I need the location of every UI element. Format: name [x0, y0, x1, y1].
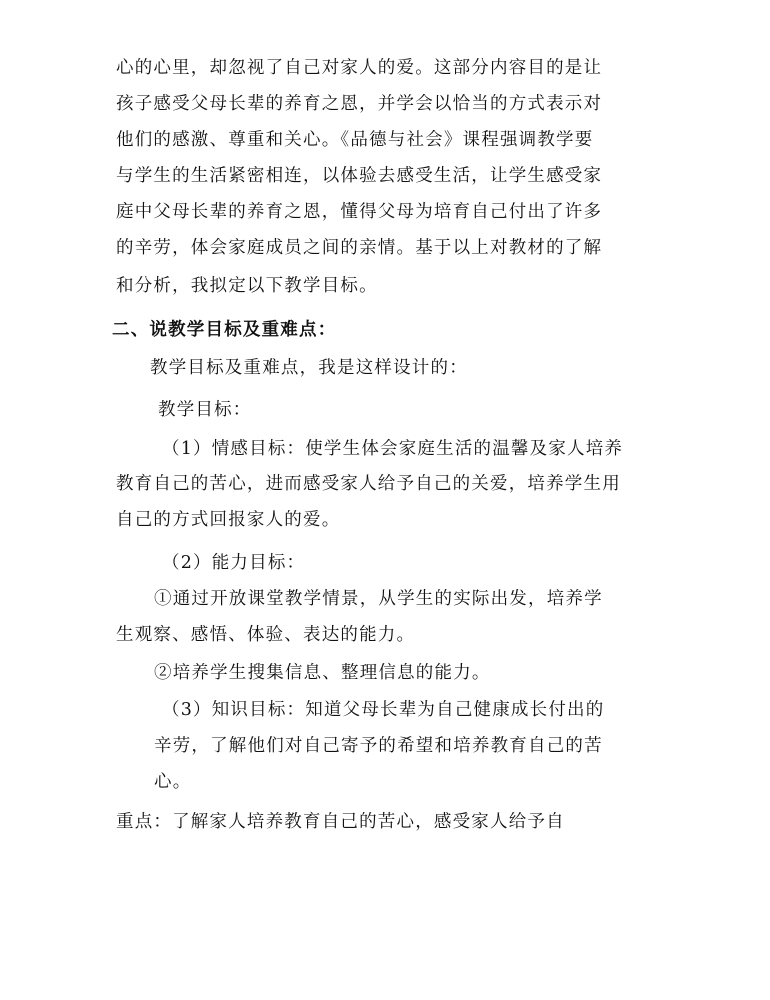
knowledge-goal-line-3: 心。 [154, 772, 192, 792]
ability-goal-label: （2）能力目标： [162, 553, 306, 573]
emotional-goal-line-3: 自己的方式回报家人的爱。 [116, 510, 341, 530]
ability-goal-item-1-line-2: 生观察、感悟、体验、表达的能力。 [116, 625, 416, 645]
ability-goal-item-1-line-1: ①通过开放课堂教学情景，从学生的实际出发，培养学 [154, 589, 603, 609]
knowledge-goal-line-1: （3）知识目标：知道父母长辈为自己健康成长付出的 [162, 700, 605, 720]
goals-label: 教学目标： [158, 400, 252, 420]
paragraph-line-2: 孩子感受父母长辈的养育之恩，并学会以恰当的方式表示对 [116, 94, 603, 114]
paragraph-line-6: 的辛劳，体会家庭成员之间的亲情。基于以上对教材的了解 [116, 238, 603, 258]
section-heading: 二、说教学目标及重难点： [112, 320, 337, 340]
emotional-goal-line-2: 教育自己的苦心，进而感受家人给予自己的关爱，培养学生用 [116, 474, 621, 494]
paragraph-line-5: 庭中父母长辈的养育之恩，懂得父母为培育自己付出了许多 [116, 202, 603, 222]
paragraph-line-3: 他们的感激、尊重和关心。《品德与社会》课程强调教学要 [116, 130, 594, 150]
intro-line: 教学目标及重难点，我是这样设计的： [150, 358, 468, 378]
knowledge-goal-line-2: 辛劳，了解他们对自己寄予的希望和培养教育自己的苦 [154, 736, 603, 756]
ability-goal-item-2: ②培养学生搜集信息、整理信息的能力。 [154, 663, 491, 683]
paragraph-line-7: 和分析，我拟定以下教学目标。 [116, 276, 378, 296]
key-point-line: 重点：了解家人培养教育自己的苦心，感受家人给予自 [116, 812, 565, 832]
paragraph-line-4: 与学生的生活紧密相连，以体验去感受生活，让学生感受家 [116, 166, 603, 186]
paragraph-line-1: 心的心里，却忽视了自己对家人的爱。这部分内容目的是让 [116, 58, 603, 78]
emotional-goal-line-1: （1）情感目标：使学生体会家庭生活的温馨及家人培养 [162, 439, 624, 459]
